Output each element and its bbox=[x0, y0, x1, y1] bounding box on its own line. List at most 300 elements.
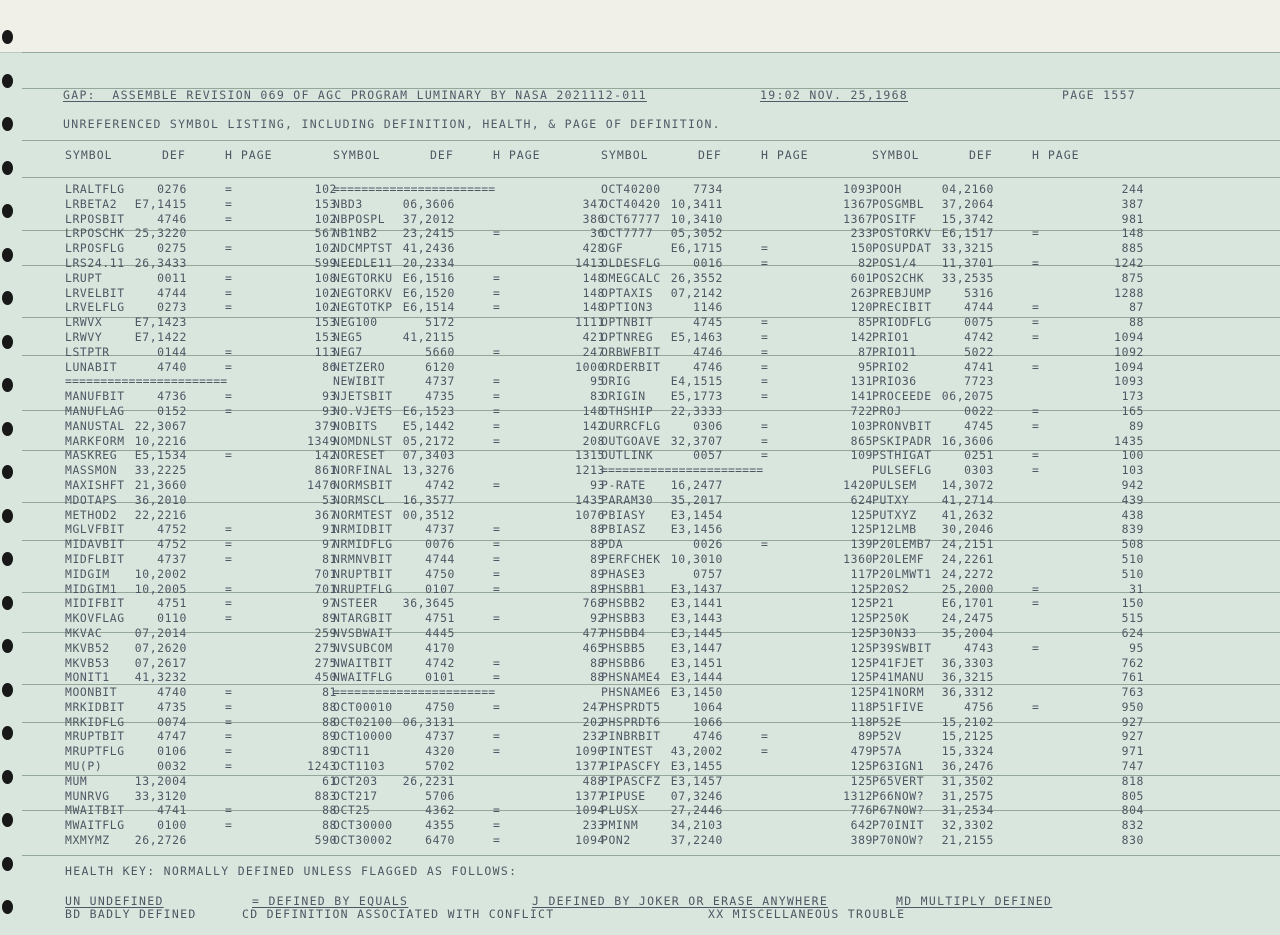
symbol-row bbox=[872, 197, 1144, 212]
symbol-def: 16,2477 bbox=[670, 477, 723, 492]
symbol-row bbox=[872, 389, 1144, 404]
symbol-name: OTHSHIP bbox=[601, 403, 654, 418]
symbol-row bbox=[65, 700, 337, 715]
symbol-def: E6,1514 bbox=[402, 300, 455, 315]
symbol-name: MRKIDBIT bbox=[65, 699, 125, 714]
symbol-def: 21,3660 bbox=[134, 477, 187, 492]
health-flag: = bbox=[225, 611, 233, 626]
definition-page: 508 bbox=[1121, 537, 1144, 552]
header-health_page: H PAGE bbox=[225, 148, 273, 162]
definition-page: 142 bbox=[850, 329, 873, 344]
separator: ======================= bbox=[333, 685, 496, 700]
symbol-def: E5,1773 bbox=[670, 389, 723, 404]
symbol-name: MIDIFBIT bbox=[65, 596, 125, 611]
symbol-def: E3,1451 bbox=[670, 655, 723, 670]
symbol-name: OCT30000 bbox=[333, 818, 393, 833]
symbol-row bbox=[65, 271, 337, 286]
column-header bbox=[872, 148, 1144, 182]
separator: ======================= bbox=[333, 182, 496, 196]
symbol-def: 4735 bbox=[425, 389, 455, 404]
symbol-name: LRWVX bbox=[65, 315, 103, 330]
symbol-name: NORMSBIT bbox=[333, 477, 393, 492]
definition-page: 244 bbox=[1121, 182, 1144, 196]
definition-page: 102 bbox=[314, 211, 337, 226]
symbol-name: P65VERT bbox=[872, 773, 925, 788]
definition-page: 89 bbox=[590, 566, 605, 581]
symbol-name: PDA bbox=[601, 537, 624, 552]
symbol-def: 07,2620 bbox=[134, 640, 187, 655]
symbol-row bbox=[333, 300, 605, 315]
symbol-column bbox=[872, 148, 1144, 848]
column-header bbox=[65, 148, 337, 182]
symbol-name: OPTNBIT bbox=[601, 315, 654, 330]
symbol-def: 0303 bbox=[964, 463, 994, 478]
band-line bbox=[22, 52, 1280, 71]
definition-page: 465 bbox=[582, 640, 605, 655]
symbol-def: E5,1534 bbox=[134, 448, 187, 463]
symbol-def: E3,1450 bbox=[670, 685, 723, 700]
symbol-row bbox=[872, 656, 1144, 671]
definition-page: 139 bbox=[850, 537, 873, 552]
symbol-def: 41,3232 bbox=[134, 670, 187, 685]
feed-hole bbox=[2, 683, 13, 697]
symbol-name: LRPOSBIT bbox=[65, 211, 125, 226]
definition-page: 1094 bbox=[575, 803, 605, 818]
symbol-name: LRBETA2 bbox=[65, 196, 118, 211]
symbol-name: OCT10000 bbox=[333, 729, 393, 744]
symbol-name: POOH bbox=[872, 182, 902, 196]
symbol-row bbox=[333, 330, 605, 345]
definition-page: 233 bbox=[850, 226, 873, 241]
symbol-def: 07,2617 bbox=[134, 655, 187, 670]
definition-page: 1094 bbox=[1114, 359, 1144, 374]
symbol-def: 4355 bbox=[425, 818, 455, 833]
symbol-name: P30N33 bbox=[872, 625, 917, 640]
symbol-name: PUTXY bbox=[872, 492, 910, 507]
symbol-row bbox=[601, 478, 873, 493]
symbol-row bbox=[333, 374, 605, 389]
symbol-row bbox=[333, 744, 605, 759]
definition-page: 599 bbox=[314, 255, 337, 270]
symbol-def: 16,3606 bbox=[941, 433, 994, 448]
symbol-row bbox=[65, 419, 337, 434]
symbol-name: NRUPTBIT bbox=[333, 566, 393, 581]
symbol-def: 4737 bbox=[425, 522, 455, 537]
definition-page: 125 bbox=[850, 522, 873, 537]
symbol-row bbox=[333, 567, 605, 582]
health-flag: = bbox=[225, 270, 233, 285]
listing-title: GAP: ASSEMBLE REVISION 069 OF AGC PROGRAM LUMINARY BY NASA 2021112-011 bbox=[63, 88, 647, 102]
definition-page: 1288 bbox=[1114, 285, 1144, 300]
feed-hole bbox=[2, 30, 13, 44]
symbol-name: POS1/4 bbox=[872, 255, 917, 270]
symbol-def: 31,2534 bbox=[941, 803, 994, 818]
symbol-name: P41FJET bbox=[872, 655, 925, 670]
symbol-def: E3,1445 bbox=[670, 625, 723, 640]
definition-page: 865 bbox=[850, 433, 873, 448]
symbol-row bbox=[65, 330, 337, 345]
definition-page: 88 bbox=[322, 699, 337, 714]
symbol-row bbox=[872, 212, 1144, 227]
definition-page: 118 bbox=[850, 699, 873, 714]
symbol-row bbox=[333, 271, 605, 286]
definition-page: 93 bbox=[322, 403, 337, 418]
symbol-name: POSITF bbox=[872, 211, 917, 226]
definition-page: 232 bbox=[582, 729, 605, 744]
symbol-name: MIDFLBIT bbox=[65, 551, 125, 566]
definition-page: 141 bbox=[850, 389, 873, 404]
symbol-name: OGF bbox=[601, 241, 624, 256]
symbol-row bbox=[872, 789, 1144, 804]
symbol-row bbox=[601, 360, 873, 375]
symbol-row bbox=[601, 508, 873, 523]
symbol-row bbox=[65, 833, 337, 848]
symbol-row bbox=[65, 789, 337, 804]
symbol-name: NEGTORKU bbox=[333, 270, 393, 285]
symbol-row bbox=[65, 626, 337, 641]
definition-page: 89 bbox=[322, 729, 337, 744]
symbol-name: P66NOW? bbox=[872, 788, 925, 803]
symbol-row bbox=[333, 508, 605, 523]
header-symbol: SYMBOL bbox=[333, 148, 381, 162]
definition-page: 389 bbox=[850, 833, 873, 848]
health-flag: = bbox=[493, 285, 501, 300]
symbol-def: 26,2231 bbox=[402, 773, 455, 788]
symbol-name: NETZERO bbox=[333, 359, 386, 374]
definition-page: 1093 bbox=[843, 182, 873, 196]
symbol-def: 4746 bbox=[693, 344, 723, 359]
health-flag: = bbox=[493, 744, 501, 759]
symbol-def: E3,1447 bbox=[670, 640, 723, 655]
symbol-def: 4320 bbox=[425, 744, 455, 759]
definition-page: 1476 bbox=[307, 477, 337, 492]
definition-page: 832 bbox=[1121, 818, 1144, 833]
definition-page: 89 bbox=[590, 551, 605, 566]
symbol-def: 25,3220 bbox=[134, 226, 187, 241]
symbol-name: LRVELBIT bbox=[65, 285, 125, 300]
health-flag: = bbox=[1032, 315, 1040, 330]
symbol-row bbox=[333, 434, 605, 449]
definition-page: 108 bbox=[314, 270, 337, 285]
listing-subtitle: UNREFERENCED SYMBOL LISTING, INCLUDING DEFINITION, HEALTH, & PAGE OF DEFINITION. bbox=[63, 117, 721, 131]
definition-page: 109 bbox=[850, 448, 873, 463]
health-flag: = bbox=[225, 596, 233, 611]
symbol-row bbox=[333, 537, 605, 552]
symbol-def: 4737 bbox=[425, 374, 455, 389]
symbol-def: 1146 bbox=[693, 300, 723, 315]
feed-hole bbox=[2, 161, 13, 175]
symbol-name: MRKIDFLG bbox=[65, 714, 125, 729]
symbol-name: NWAITFLG bbox=[333, 670, 393, 685]
definition-page: 88 bbox=[322, 714, 337, 729]
symbol-row bbox=[601, 656, 873, 671]
definition-page: 624 bbox=[850, 492, 873, 507]
symbol-row bbox=[333, 774, 605, 789]
symbol-def: 4445 bbox=[425, 625, 455, 640]
definition-page: 102 bbox=[314, 285, 337, 300]
definition-page: 1435 bbox=[1114, 433, 1144, 448]
symbol-name: OPTION3 bbox=[601, 300, 654, 315]
definition-page: 88 bbox=[322, 803, 337, 818]
symbol-def: 30,2046 bbox=[941, 522, 994, 537]
header-def: DEF bbox=[969, 148, 993, 162]
symbol-column bbox=[65, 148, 337, 848]
symbol-def: E4,1515 bbox=[670, 374, 723, 389]
symbol-name: MOONBIT bbox=[65, 685, 118, 700]
definition-page: 83 bbox=[590, 389, 605, 404]
symbol-def: 4743 bbox=[964, 640, 994, 655]
definition-page: 88 bbox=[590, 522, 605, 537]
definition-page: 81 bbox=[322, 685, 337, 700]
health-flag: = bbox=[493, 477, 501, 492]
symbol-column bbox=[333, 148, 605, 848]
health-flag: = bbox=[761, 433, 769, 448]
definition-page: 347 bbox=[582, 196, 605, 211]
symbol-def: 0016 bbox=[693, 255, 723, 270]
definition-page: 875 bbox=[1121, 270, 1144, 285]
health-flag: = bbox=[1032, 300, 1040, 315]
definition-page: 386 bbox=[582, 211, 605, 226]
symbol-name: PREBJUMP bbox=[872, 285, 932, 300]
feed-hole bbox=[2, 422, 13, 436]
definition-page: 1349 bbox=[307, 433, 337, 448]
symbol-row bbox=[333, 626, 605, 641]
symbol-def: 06,3606 bbox=[402, 196, 455, 211]
definition-page: 125 bbox=[850, 581, 873, 596]
symbol-row bbox=[872, 744, 1144, 759]
symbol-name: MASKREG bbox=[65, 448, 118, 463]
symbol-row bbox=[65, 759, 337, 774]
symbol-name: NORESET bbox=[333, 448, 386, 463]
symbol-name: P63IGN1 bbox=[872, 759, 925, 774]
definition-page: 103 bbox=[1121, 463, 1144, 478]
symbol-def: 06,2075 bbox=[941, 389, 994, 404]
health-flag: = bbox=[493, 433, 501, 448]
symbol-name: P41NORM bbox=[872, 685, 925, 700]
definition-page: 125 bbox=[850, 670, 873, 685]
health-flag: = bbox=[493, 670, 501, 685]
definition-page: 805 bbox=[1121, 788, 1144, 803]
health-flag: = bbox=[493, 803, 501, 818]
symbol-name: LRS24.11 bbox=[65, 255, 125, 270]
symbol-row bbox=[333, 493, 605, 508]
symbol-def: 6470 bbox=[425, 833, 455, 848]
health-flag: = bbox=[761, 315, 769, 330]
definition-page: 91 bbox=[322, 522, 337, 537]
symbol-name: NEGTORKV bbox=[333, 285, 393, 300]
symbol-name: NEG100 bbox=[333, 315, 378, 330]
symbol-name: OCT00010 bbox=[333, 699, 393, 714]
symbol-row bbox=[601, 685, 873, 700]
symbol-def: 4735 bbox=[157, 699, 187, 714]
health-flag: = bbox=[1032, 463, 1040, 478]
symbol-name: OCT25 bbox=[333, 803, 371, 818]
health-flag: = bbox=[761, 389, 769, 404]
symbol-name: MGLVFBIT bbox=[65, 522, 125, 537]
definition-page: 247 bbox=[582, 699, 605, 714]
symbol-def: 4752 bbox=[157, 537, 187, 552]
feed-hole bbox=[2, 596, 13, 610]
symbol-name: PHSBB1 bbox=[601, 581, 646, 596]
symbol-def: 0057 bbox=[693, 448, 723, 463]
symbol-def: 4737 bbox=[425, 729, 455, 744]
symbol-def: E6,1516 bbox=[402, 270, 455, 285]
health-flag: = bbox=[225, 759, 233, 774]
symbol-def: 22,3333 bbox=[670, 403, 723, 418]
symbol-row bbox=[333, 448, 605, 463]
symbol-def: E3,1443 bbox=[670, 611, 723, 626]
symbol-name: NORMSCL bbox=[333, 492, 386, 507]
definition-page: 830 bbox=[1121, 833, 1144, 848]
definition-page: 125 bbox=[850, 655, 873, 670]
header-health_page: H PAGE bbox=[1032, 148, 1080, 162]
symbol-name: NRMNVBIT bbox=[333, 551, 393, 566]
symbol-name: PSTHIGAT bbox=[872, 448, 932, 463]
symbol-row bbox=[872, 404, 1144, 419]
symbol-def: 36,3312 bbox=[941, 685, 994, 700]
symbol-def: 32,3707 bbox=[670, 433, 723, 448]
symbol-def: 4747 bbox=[157, 729, 187, 744]
symbol-name: PHSNAME6 bbox=[601, 685, 661, 700]
definition-page: 89 bbox=[322, 611, 337, 626]
header-health_page: H PAGE bbox=[761, 148, 809, 162]
symbol-name: NB1NB2 bbox=[333, 226, 378, 241]
symbol-row bbox=[601, 641, 873, 656]
symbol-def: 24,2261 bbox=[941, 551, 994, 566]
symbol-name: PERFCHEK bbox=[601, 551, 661, 566]
feed-hole bbox=[2, 335, 13, 349]
symbol-name: OCT40420 bbox=[601, 196, 661, 211]
symbol-name: PHSBB4 bbox=[601, 625, 646, 640]
symbol-def: 15,3742 bbox=[941, 211, 994, 226]
symbol-def: 25,2000 bbox=[941, 581, 994, 596]
symbol-def: 36,3215 bbox=[941, 670, 994, 685]
symbol-row bbox=[601, 389, 873, 404]
symbol-def: E3,1441 bbox=[670, 596, 723, 611]
symbol-def: 0101 bbox=[425, 670, 455, 685]
definition-page: 428 bbox=[582, 241, 605, 256]
definition-page: 1367 bbox=[843, 196, 873, 211]
symbol-name: MUNRVG bbox=[65, 788, 110, 803]
symbol-row bbox=[65, 463, 337, 478]
symbol-row bbox=[333, 582, 605, 597]
symbol-row bbox=[333, 729, 605, 744]
symbol-def: 4741 bbox=[157, 803, 187, 818]
symbol-row bbox=[333, 641, 605, 656]
symbol-name: OCT1103 bbox=[333, 759, 386, 774]
health-flag: = bbox=[1032, 418, 1040, 433]
symbol-row bbox=[601, 626, 873, 641]
symbol-def: 22,2216 bbox=[134, 507, 187, 522]
symbol-def: 33,3215 bbox=[941, 241, 994, 256]
symbol-row bbox=[333, 286, 605, 301]
symbol-name: P52V bbox=[872, 729, 902, 744]
symbol-name: PHSPRDT5 bbox=[601, 699, 661, 714]
symbol-row bbox=[601, 700, 873, 715]
symbol-name: PROJ bbox=[872, 403, 902, 418]
header-def: DEF bbox=[698, 148, 722, 162]
symbol-def: 0306 bbox=[693, 418, 723, 433]
symbol-name: NEG5 bbox=[333, 329, 363, 344]
symbol-name: PARAM30 bbox=[601, 492, 654, 507]
symbol-row bbox=[65, 389, 337, 404]
symbol-row bbox=[872, 833, 1144, 848]
definition-page: 53 bbox=[322, 492, 337, 507]
definition-page: 421 bbox=[582, 329, 605, 344]
health-flag: = bbox=[225, 300, 233, 315]
health-flag: = bbox=[493, 655, 501, 670]
symbol-row bbox=[872, 226, 1144, 241]
symbol-name: PUTXYZ bbox=[872, 507, 917, 522]
definition-page: 275 bbox=[314, 640, 337, 655]
definition-page: 102 bbox=[314, 300, 337, 315]
health-flag: = bbox=[761, 537, 769, 552]
definition-page: 1435 bbox=[575, 492, 605, 507]
symbol-row bbox=[872, 552, 1144, 567]
symbol-name: PHSBB2 bbox=[601, 596, 646, 611]
symbol-name: LUNABIT bbox=[65, 359, 118, 374]
symbol-def: 36,2476 bbox=[941, 759, 994, 774]
definition-page: 95 bbox=[858, 359, 873, 374]
symbol-row bbox=[65, 256, 337, 271]
symbol-name: P70NOW? bbox=[872, 833, 925, 848]
definition-page: 387 bbox=[1121, 196, 1144, 211]
symbol-name: OUTLINK bbox=[601, 448, 654, 463]
symbol-name: P20LMWT1 bbox=[872, 566, 932, 581]
symbol-name: PRECIBIT bbox=[872, 300, 932, 315]
symbol-row bbox=[872, 685, 1144, 700]
symbol-name: MKOVFLAG bbox=[65, 611, 125, 626]
symbol-def: 0144 bbox=[157, 344, 187, 359]
definition-page: 125 bbox=[850, 759, 873, 774]
symbol-row bbox=[333, 212, 605, 227]
health-flag: = bbox=[1032, 329, 1040, 344]
symbol-row bbox=[601, 759, 873, 774]
symbol-def: 0757 bbox=[693, 566, 723, 581]
symbol-def: 16,3577 bbox=[402, 492, 455, 507]
definition-page: 1092 bbox=[1114, 344, 1144, 359]
health-flag: = bbox=[761, 359, 769, 374]
symbol-row bbox=[65, 522, 337, 537]
definition-page: 981 bbox=[1121, 211, 1144, 226]
symbol-def: 33,2225 bbox=[134, 463, 187, 478]
symbol-def: 36,3303 bbox=[941, 655, 994, 670]
symbol-name: NEEDLE11 bbox=[333, 255, 393, 270]
symbol-name: LRUPT bbox=[65, 270, 103, 285]
symbol-def: 41,2436 bbox=[402, 241, 455, 256]
symbol-def: 33,3120 bbox=[134, 788, 187, 803]
symbol-name: MKVAC bbox=[65, 625, 103, 640]
symbol-def: E3,1456 bbox=[670, 522, 723, 537]
definition-page: 148 bbox=[582, 270, 605, 285]
definition-page: 488 bbox=[582, 773, 605, 788]
health-flag: = bbox=[225, 729, 233, 744]
symbol-def: 04,2160 bbox=[941, 182, 994, 196]
symbol-name: PLUSX bbox=[601, 803, 639, 818]
symbol-name: PHSBB6 bbox=[601, 655, 646, 670]
symbol-row bbox=[872, 508, 1144, 523]
symbol-name: NRMIDBIT bbox=[333, 522, 393, 537]
symbol-name: PSKIPADR bbox=[872, 433, 932, 448]
symbol-name: POSGMBL bbox=[872, 196, 925, 211]
definition-page: 131 bbox=[850, 374, 873, 389]
symbol-def: 21,2155 bbox=[941, 833, 994, 848]
definition-page: 233 bbox=[582, 818, 605, 833]
symbol-name: P20S2 bbox=[872, 581, 910, 596]
symbol-def: 0276 bbox=[157, 182, 187, 196]
symbol-def: 31,3502 bbox=[941, 773, 994, 788]
symbol-row bbox=[872, 759, 1144, 774]
